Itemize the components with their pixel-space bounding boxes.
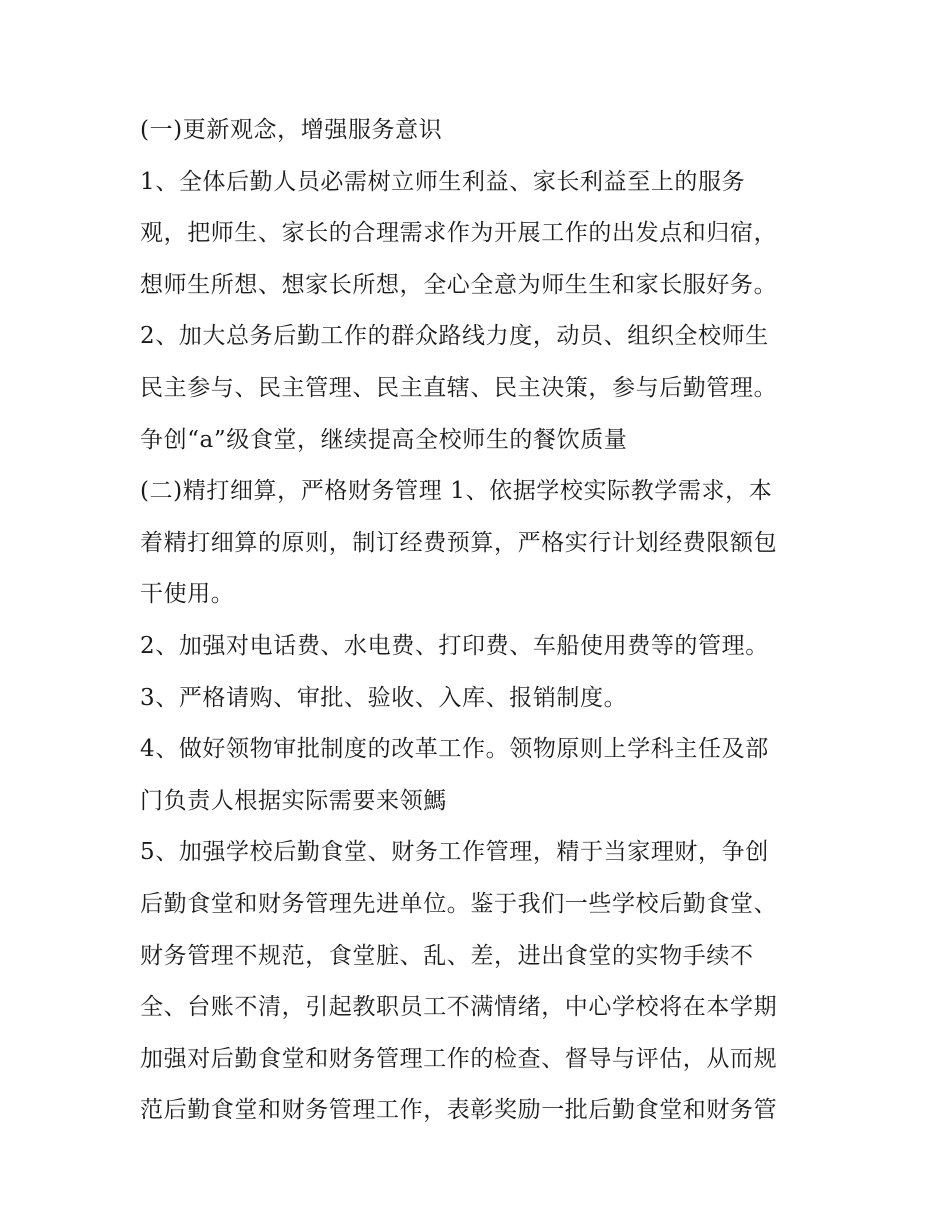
text-line: 范后勤食堂和财务管理工作，表彰奖励一批后勤食堂和财务管: [140, 1097, 778, 1124]
text-line: 争创“a”级食堂，继续提高全校师生的餐饮质量: [140, 426, 628, 453]
text-line: 干使用。: [140, 581, 235, 608]
text-line: 后勤食堂和财务管理先进单位。鉴于我们一些学校后勤食堂、: [140, 890, 778, 917]
text-line: 2、加大总务后勤工作的群众路线力度，动员、组织全校师生: [140, 323, 769, 350]
section-heading-2: (二)精打细算，严格财务管理 1、依据学校实际教学需求，本: [140, 478, 773, 505]
text-line: 着精打细算的原则，制订经费预算，严格实行计划经费限额包: [140, 529, 778, 556]
text-line: 民主参与、民主管理、民主直辖、民主决策，参与后勤管理。: [140, 374, 778, 401]
text-line: 想师生所想、想家长所想，全心全意为师生生和家长服好务。: [140, 271, 778, 298]
text-line: 5、加强学校后勤食堂、财务工作管理，精于当家理财，争创: [140, 839, 769, 866]
text-line: 财务管理不规范，食堂脏、乱、差，进出食堂的实物手续不: [140, 942, 754, 969]
document-body: [140, 110, 840, 1142]
text-line: 4、做好领物审批制度的改革工作。领物原则上学科主任及部: [140, 736, 769, 763]
text-line: 1、全体后勤人员必需树立师生利益、家长利益至上的服务: [140, 168, 746, 195]
text-line: 2、加强对电话费、水电费、打印费、车船使用费等的管理。: [140, 632, 769, 659]
text-line: 加强对后勤食堂和财务管理工作的检查、督导与评估，从而规: [140, 1045, 778, 1072]
text-line: 门负责人根据实际需要来领鰢: [140, 787, 447, 814]
text-line: 3、严格请购、审批、验收、入库、报销制度。: [140, 684, 628, 711]
section-heading-1: (一)更新观念，增强服务意识: [140, 117, 443, 143]
text-line: 全、台账不清，引起教职员工不满情绪，中心学校将在本学期: [140, 994, 778, 1021]
text-line: 观，把师生、家长的合理需求作为开展工作的出发点和归宿，: [140, 220, 778, 247]
